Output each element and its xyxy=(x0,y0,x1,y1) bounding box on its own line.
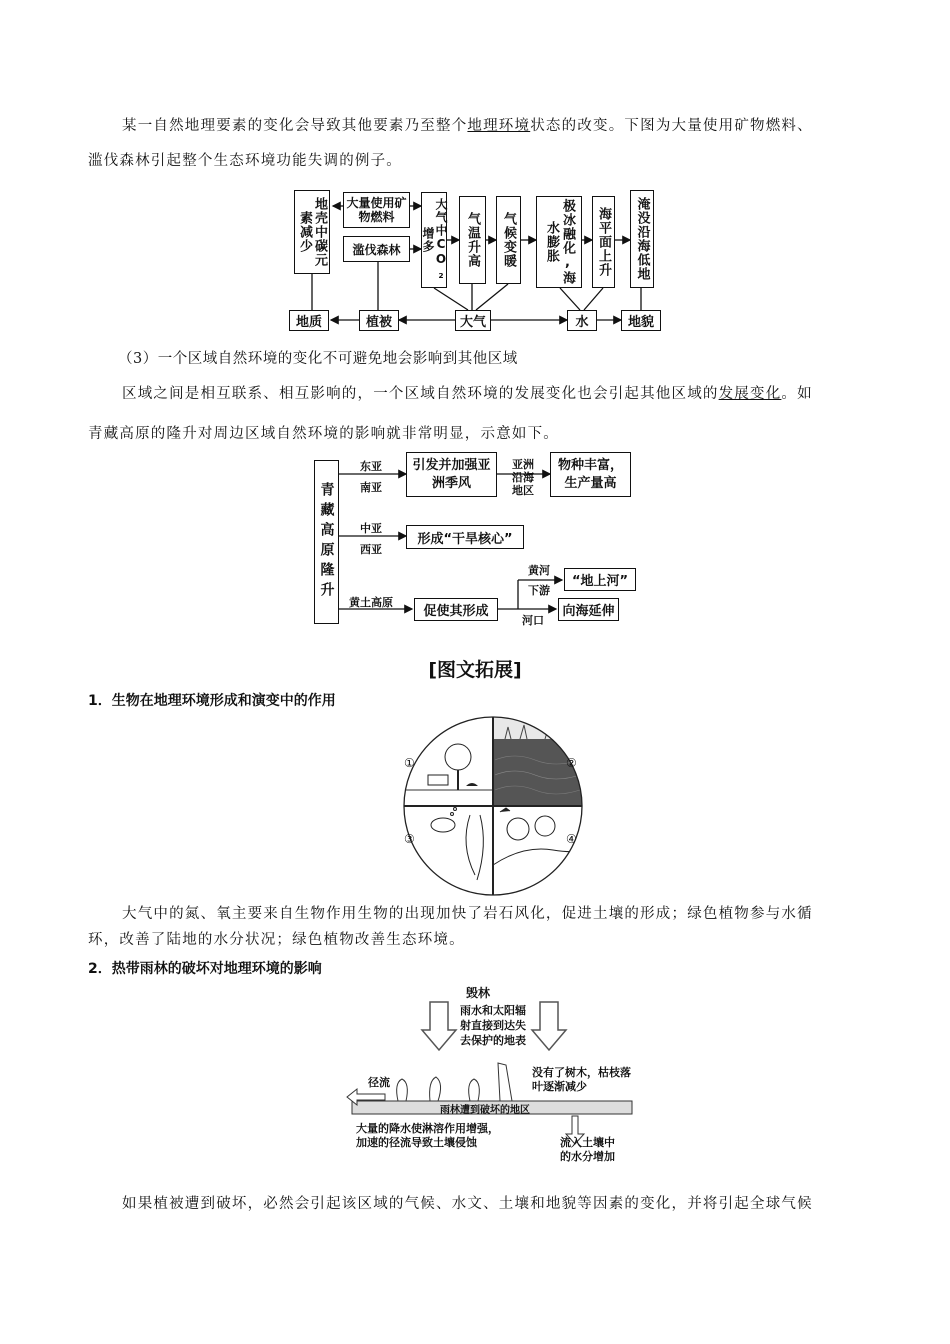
label-leaching: 大量的降水使淋溶作用增强，加速的径流导致土壤侵蚀 xyxy=(356,1122,499,1149)
box-extend-sea: 向海延伸 xyxy=(558,598,619,621)
label-east-asia: 东亚 xyxy=(360,460,382,473)
box-deforestation: 滥伐森林 xyxy=(343,236,410,262)
label-central-asia: 中亚 xyxy=(360,522,382,535)
box-climate: 气候变暖 xyxy=(496,196,521,284)
intro-text-b: 状态的改变。下图为大量使用矿物燃料、 xyxy=(530,118,813,134)
label-damaged-area: 雨林遭到破坏的地区 xyxy=(440,1105,530,1116)
region-paragraph: 区域之间是相互联系、相互影响的，一个区域自然环境的发展变化也会引起其他区域的发展变化。如 xyxy=(122,386,813,402)
label-no-trees: 没有了树木，枯枝落叶逐渐减少 xyxy=(532,1066,631,1093)
quadrant-label-3: ③ xyxy=(404,832,415,846)
label-loess: 黄土高原 xyxy=(349,596,393,609)
label-west-asia: 西亚 xyxy=(360,543,382,556)
box-suspended-river: “地上河” xyxy=(564,568,636,591)
box-vegetation: 植被 xyxy=(359,310,399,331)
label-rain-sun: 雨水和太阳辐射直接到达失去保护的地表 xyxy=(460,1004,526,1047)
box-dry-core: 形成“干旱核心” xyxy=(406,525,524,549)
box-flood: 淹没沿海低地 xyxy=(630,190,654,288)
box-geology: 地质 xyxy=(289,310,329,331)
box-temperature: 气温升高 xyxy=(459,196,486,284)
expand-heading: [图文拓展] xyxy=(428,659,522,681)
quadrant-label-2: ② xyxy=(566,756,577,770)
label-asia-coast: 亚洲沿海地区 xyxy=(512,458,534,497)
region-paragraph-line2: 青藏高原的隆升对周边区域自然环境的影响就非常明显，示意如下。 xyxy=(88,426,559,442)
box-water: 水 xyxy=(567,310,597,331)
box-plateau-uplift: 青藏高原隆升 xyxy=(314,460,339,624)
label-deforestation: 毁林 xyxy=(466,986,491,1000)
quadrant-label-4: ④ xyxy=(566,832,577,846)
quadrant-label-1: ① xyxy=(404,756,415,770)
box-ice-melt: 极冰融化,海水膨胀 xyxy=(536,196,582,288)
label-lower-reach: 下游 xyxy=(528,584,550,597)
box-landform: 地貌 xyxy=(621,310,661,331)
box-promote: 促使其形成 xyxy=(414,598,498,621)
biology-paragraph-line2: 环，改善了陆地的水分状况；绿色植物改善生态环境。 xyxy=(88,932,465,948)
label-yellow-river: 黄河 xyxy=(528,564,550,577)
label-soil-water: 流入土壤中的水分增加 xyxy=(560,1136,615,1163)
box-sea-level: 海平面上升 xyxy=(592,196,615,288)
biology-paragraph: 大气中的氮、氧主要来自生物作用生物的出现加快了岩石风化，促进土壤的形成；绿色植物参与水循 xyxy=(122,906,813,922)
label-river-mouth: 河口 xyxy=(522,614,544,627)
label-south-asia: 南亚 xyxy=(360,481,382,494)
intro-paragraph-line2: 滥伐森林引起整个生态环境功能失调的例子。 xyxy=(88,153,402,169)
box-monsoon: 引发并加强亚洲季风 xyxy=(406,452,497,497)
box-fossil-fuel: 大量使用矿物燃料 xyxy=(343,192,410,228)
label-runoff: 径流 xyxy=(368,1076,390,1089)
box-co2: 大气中CO₂增多 xyxy=(421,192,447,288)
vegetation-paragraph: 如果植被遭到破坏，必然会引起该区域的气候、水文、土壤和地貌等因素的变化，并将引起全球气候 xyxy=(122,1196,813,1212)
intro-text-a: 某一自然地理要素的变化会导致其他要素乃至整个 xyxy=(122,118,468,134)
intro-underlined-term: 地理环境 xyxy=(467,118,531,134)
box-crust-carbon: 地壳中碳元素减少 xyxy=(294,190,330,274)
item2-title: 2．热带雨林的破坏对地理环境的影响 xyxy=(88,961,322,977)
section3-title: （3）一个区域自然环境的变化不可避免地会影响到其他区域 xyxy=(118,351,518,367)
box-species-rich: 物种丰富，生产量高 xyxy=(550,452,631,497)
item1-title: 1．生物在地理环境形成和演变中的作用 xyxy=(88,693,336,709)
box-atmosphere: 大气 xyxy=(455,310,491,331)
